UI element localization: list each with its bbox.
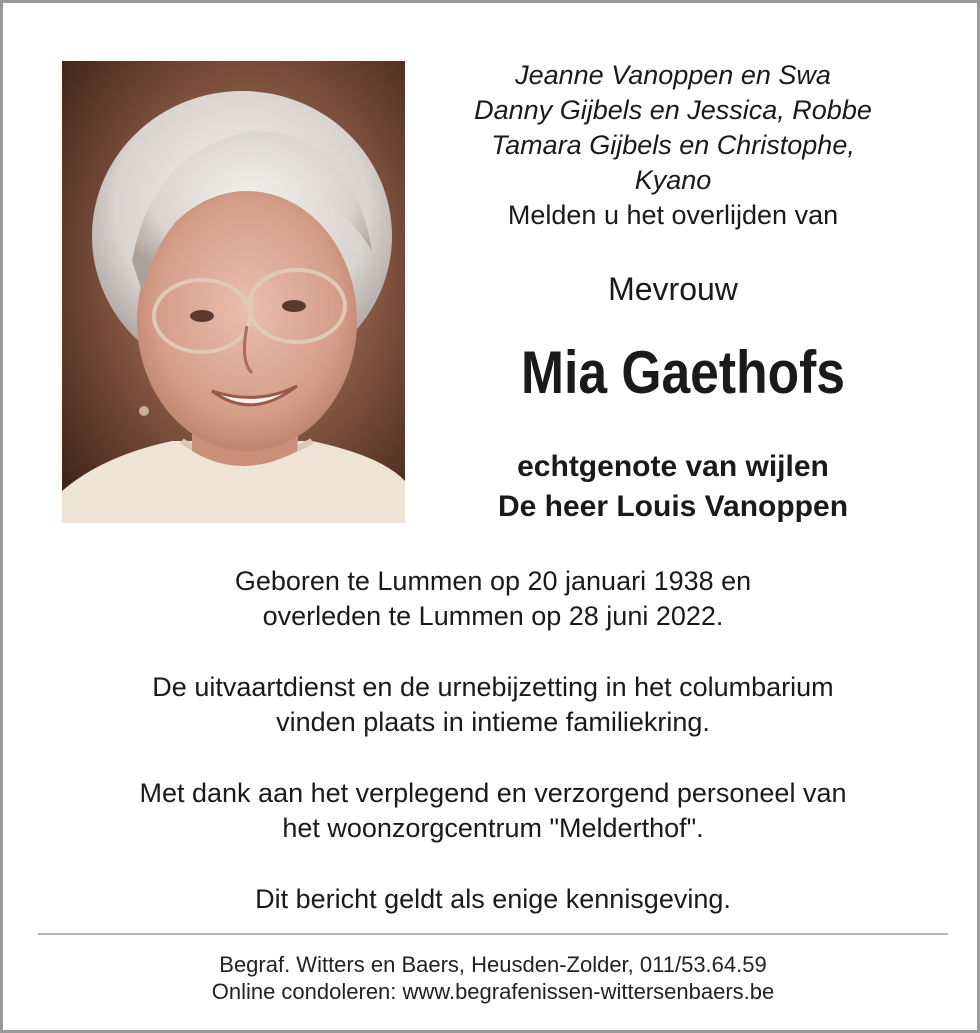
service-paragraph xyxy=(43,670,943,740)
family-line-2: Danny Gijbels en Jessica, Robbe xyxy=(474,95,872,125)
family-line-4: Kyano xyxy=(634,165,712,195)
footer xyxy=(43,951,943,1005)
service-line-1: De uitvaartdienst en de urnebijzetting in het columbarium xyxy=(152,672,834,702)
announcement-text: Melden u het overlijden van xyxy=(507,200,839,230)
thanks-line-1: Met dank aan het verplegend en verzorgend personeel van xyxy=(139,778,847,808)
condolences-line: Online condoleren: www.begrafenissen-wittersenbaers.be xyxy=(211,979,775,1004)
spouse-line-2: De heer Louis Vanoppen xyxy=(497,490,849,523)
undertaker-line: Begraf. Witters en Baers, Heusden-Zolder, 011/53.64.59 xyxy=(219,952,767,977)
spouse-block xyxy=(423,447,923,527)
footer-divider xyxy=(38,933,948,935)
family-line-1: Jeanne Vanoppen en Swa xyxy=(515,60,831,90)
obituary-details xyxy=(43,564,943,917)
spouse-line-1: echtgenote van wijlen xyxy=(517,450,829,483)
portrait-illustration xyxy=(62,61,405,523)
thanks-paragraph xyxy=(43,776,943,846)
family-block xyxy=(423,58,923,233)
deceased-title: Mevrouw xyxy=(608,271,738,307)
notice-paragraph: Dit bericht geldt als enige kennisgeving. xyxy=(255,884,731,914)
family-line-3: Tamara Gijbels en Christophe, xyxy=(491,130,855,160)
family-names xyxy=(423,58,923,198)
service-line-2: vinden plaats in intieme familiekring. xyxy=(276,707,710,737)
born-line: Geboren te Lummen op 20 januari 1938 en xyxy=(234,566,752,596)
deceased-name: Mia Gaethofs xyxy=(520,339,845,406)
died-line: overleden te Lummen op 28 juni 2022. xyxy=(262,601,724,631)
thanks-line-2: het woonzorgcentrum "Melderthof". xyxy=(282,813,704,843)
birth-death-paragraph xyxy=(43,564,943,634)
portrait-photo-icon xyxy=(62,61,405,523)
